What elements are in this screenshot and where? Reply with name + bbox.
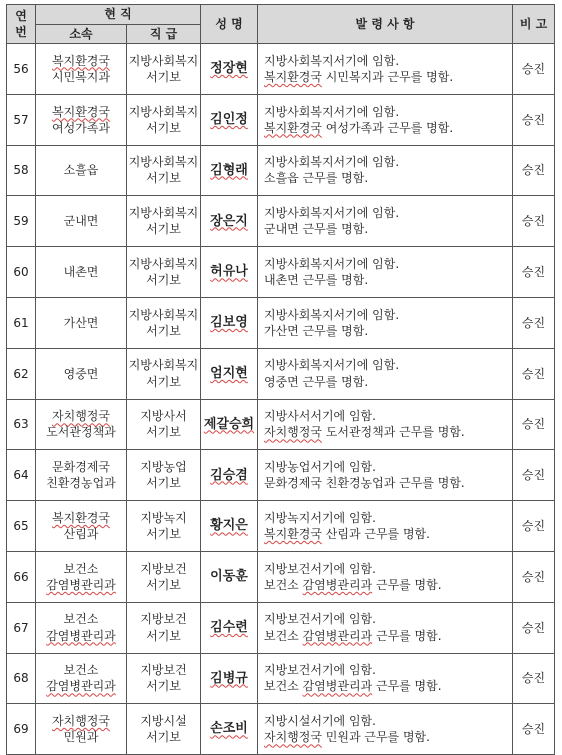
order-line: 자치행정국 도서관정책과 근무를 명함. bbox=[264, 425, 465, 440]
grade-line: 지방농업 bbox=[140, 460, 187, 475]
department-cell bbox=[36, 145, 127, 196]
department-cell bbox=[36, 44, 127, 95]
order-line: 지방사회복지서기에 임함. bbox=[264, 53, 400, 68]
table-row bbox=[7, 399, 555, 450]
row-number: 58 bbox=[7, 145, 36, 196]
grade-cell bbox=[127, 196, 201, 247]
row-number: 56 bbox=[7, 44, 36, 95]
grade-line: 서기보 bbox=[146, 69, 181, 84]
table-row bbox=[7, 348, 555, 399]
grade-cell bbox=[127, 44, 201, 95]
person-name-text: 김인정 bbox=[210, 111, 248, 127]
order-line: 문화경제국 친환경농업과 근무를 명함. bbox=[264, 476, 465, 491]
grade-line: 지방사회복지 bbox=[128, 206, 199, 221]
order-cell bbox=[258, 348, 513, 399]
department-cell bbox=[36, 551, 127, 602]
remark-cell: 승진 bbox=[513, 704, 555, 755]
table-row bbox=[7, 196, 555, 247]
order-line: 지방사회복지서기에 임함. bbox=[264, 155, 400, 170]
table-row bbox=[7, 501, 555, 552]
person-name bbox=[201, 348, 258, 399]
person-name-text: 정장현 bbox=[210, 61, 248, 77]
order-line: 지방보건서기에 임함. bbox=[264, 561, 376, 576]
department-line: 산림과 bbox=[63, 527, 99, 542]
table-row bbox=[7, 704, 555, 755]
order-line: 가산면 근무를 명함. bbox=[264, 323, 369, 338]
header-department: 소속 bbox=[36, 25, 127, 44]
grade-line: 서기보 bbox=[146, 171, 181, 186]
row-number: 66 bbox=[7, 551, 36, 602]
header-number-line-1: 연 bbox=[15, 8, 27, 23]
row-number: 69 bbox=[7, 704, 36, 755]
person-name-text: 김수련 bbox=[210, 619, 248, 635]
row-number: 59 bbox=[7, 196, 36, 247]
row-number: 61 bbox=[7, 297, 36, 348]
person-name-text: 황지은 bbox=[210, 518, 248, 534]
order-line: 자치행정국 민원과 근무를 명함. bbox=[264, 730, 430, 745]
person-name-text: 허유나 bbox=[210, 264, 248, 280]
department-cell bbox=[36, 450, 127, 501]
order-cell bbox=[258, 94, 513, 145]
header-current-position: 현 직 bbox=[36, 5, 201, 25]
person-name bbox=[201, 44, 258, 95]
remark-cell: 승진 bbox=[513, 196, 555, 247]
person-name-text: 손조비 bbox=[210, 721, 248, 737]
remark-cell: 승진 bbox=[513, 602, 555, 653]
department-line: 자치행정국 bbox=[52, 409, 110, 424]
order-line: 보건소 감염병관리과 근무를 명함. bbox=[264, 679, 442, 694]
person-name bbox=[201, 145, 258, 196]
person-name bbox=[201, 94, 258, 145]
order-line: 보건소 감염병관리과 근무를 명함. bbox=[264, 628, 442, 643]
order-line: 지방사회복지서기에 임함. bbox=[264, 307, 400, 322]
order-line: 지방농업서기에 임함. bbox=[264, 460, 376, 475]
order-line: 내촌면 근무를 명함. bbox=[264, 273, 369, 288]
person-name bbox=[201, 196, 258, 247]
order-cell bbox=[258, 399, 513, 450]
order-cell bbox=[258, 196, 513, 247]
remark-cell: 승진 bbox=[513, 399, 555, 450]
table-row bbox=[7, 653, 555, 704]
table-row bbox=[7, 145, 555, 196]
department-cell bbox=[36, 704, 127, 755]
department-line: 시민복지과 bbox=[52, 69, 110, 84]
order-cell bbox=[258, 602, 513, 653]
grade-cell bbox=[127, 94, 201, 145]
order-line: 지방사회복지서기에 임함. bbox=[264, 104, 400, 119]
department-line: 보건소 bbox=[63, 663, 99, 678]
grade-line: 서기보 bbox=[146, 323, 181, 338]
grade-line: 지방사회복지 bbox=[128, 358, 199, 373]
department-line: 복지환경국 bbox=[52, 510, 110, 525]
department-cell bbox=[36, 602, 127, 653]
order-line: 지방녹지서기에 임함. bbox=[264, 510, 376, 525]
department-cell bbox=[36, 94, 127, 145]
header-number bbox=[7, 5, 36, 44]
department-line: 감염병관리과 bbox=[46, 679, 116, 694]
grade-cell bbox=[127, 450, 201, 501]
table-row bbox=[7, 94, 555, 145]
department-cell bbox=[36, 501, 127, 552]
grade-line: 지방사회복지 bbox=[128, 256, 199, 271]
order-cell bbox=[258, 551, 513, 602]
order-line: 복지환경국 시민복지과 근무를 명함. bbox=[264, 69, 454, 84]
department-line: 보건소 bbox=[63, 561, 99, 576]
grade-cell bbox=[127, 501, 201, 552]
department-line: 복지환경국 bbox=[52, 104, 110, 119]
person-name-text: 제갈승희 bbox=[203, 416, 255, 432]
table-row bbox=[7, 450, 555, 501]
table-row bbox=[7, 297, 555, 348]
department-line: 소흘읍 bbox=[63, 163, 99, 178]
remark-cell: 승진 bbox=[513, 501, 555, 552]
grade-line: 지방사회복지 bbox=[128, 307, 199, 322]
grade-line: 지방시설 bbox=[140, 714, 187, 729]
order-line: 지방보건서기에 임함. bbox=[264, 663, 376, 678]
grade-line: 지방보건 bbox=[140, 561, 187, 576]
order-line: 영중면 근무를 명함. bbox=[264, 374, 369, 389]
order-line: 지방사회복지서기에 임함. bbox=[264, 206, 400, 221]
order-cell bbox=[258, 501, 513, 552]
department-line: 감염병관리과 bbox=[46, 577, 116, 592]
remark-cell: 승진 bbox=[513, 297, 555, 348]
row-number: 68 bbox=[7, 653, 36, 704]
remark-cell: 승진 bbox=[513, 348, 555, 399]
table-row bbox=[7, 602, 555, 653]
person-name-text: 김형래 bbox=[210, 162, 248, 178]
header-name: 성 명 bbox=[201, 5, 258, 44]
order-line: 지방사회복지서기에 임함. bbox=[264, 256, 400, 271]
grade-line: 지방사회복지 bbox=[128, 53, 199, 68]
order-line: 보건소 감염병관리과 근무를 명함. bbox=[264, 577, 442, 592]
order-cell bbox=[258, 653, 513, 704]
person-name bbox=[201, 297, 258, 348]
remark-cell: 승진 bbox=[513, 247, 555, 298]
department-line: 민원과 bbox=[63, 730, 99, 745]
order-line: 지방사회복지서기에 임함. bbox=[264, 358, 400, 373]
grade-line: 지방보건 bbox=[140, 663, 187, 678]
person-name bbox=[201, 399, 258, 450]
remark-cell: 승진 bbox=[513, 653, 555, 704]
department-line: 보건소 bbox=[63, 612, 99, 627]
order-cell bbox=[258, 450, 513, 501]
remark-cell: 승진 bbox=[513, 551, 555, 602]
order-line: 복지환경국 산림과 근무를 명함. bbox=[264, 527, 430, 542]
person-name-text: 김보영 bbox=[210, 315, 248, 331]
person-name bbox=[201, 551, 258, 602]
order-cell bbox=[258, 44, 513, 95]
row-number: 57 bbox=[7, 94, 36, 145]
header-number-line-2: 번 bbox=[15, 25, 27, 39]
grade-line: 지방사서 bbox=[140, 409, 187, 424]
grade-line: 지방보건 bbox=[140, 612, 187, 627]
grade-line: 서기보 bbox=[146, 374, 181, 389]
department-line: 군내면 bbox=[63, 214, 99, 229]
grade-cell bbox=[127, 247, 201, 298]
department-cell bbox=[36, 247, 127, 298]
remark-cell: 승진 bbox=[513, 145, 555, 196]
grade-cell bbox=[127, 145, 201, 196]
grade-cell bbox=[127, 551, 201, 602]
person-name bbox=[201, 247, 258, 298]
department-line: 가산면 bbox=[63, 315, 99, 330]
order-line: 지방사서서기에 임함. bbox=[264, 409, 376, 424]
personnel-order-table bbox=[6, 4, 555, 755]
order-line: 군내면 근무를 명함. bbox=[264, 222, 369, 237]
header-order: 발 령 사 항 bbox=[258, 5, 513, 44]
person-name bbox=[201, 602, 258, 653]
grade-cell bbox=[127, 653, 201, 704]
row-number: 62 bbox=[7, 348, 36, 399]
table-row bbox=[7, 44, 555, 95]
department-line: 영중면 bbox=[63, 366, 99, 381]
department-line: 도서관정책과 bbox=[46, 425, 116, 440]
row-number: 64 bbox=[7, 450, 36, 501]
department-line: 복지환경국 bbox=[52, 53, 110, 68]
grade-line: 서기보 bbox=[146, 679, 181, 694]
remark-cell: 승진 bbox=[513, 94, 555, 145]
department-line: 내촌면 bbox=[63, 264, 99, 279]
row-number: 63 bbox=[7, 399, 36, 450]
order-line: 소흘읍 근무를 명함. bbox=[264, 171, 369, 186]
order-line: 지방시설서기에 임함. bbox=[264, 714, 376, 729]
person-name-text: 이동훈 bbox=[210, 569, 248, 585]
department-cell bbox=[36, 297, 127, 348]
table-header bbox=[7, 5, 555, 44]
table-row bbox=[7, 247, 555, 298]
order-line: 복지환경국 여성가족과 근무를 명함. bbox=[264, 120, 454, 135]
table-body bbox=[7, 44, 555, 755]
person-name bbox=[201, 501, 258, 552]
grade-cell bbox=[127, 348, 201, 399]
header-remark: 비 고 bbox=[513, 5, 555, 44]
grade-cell bbox=[127, 602, 201, 653]
grade-line: 서기보 bbox=[146, 628, 181, 643]
person-name-text: 장은지 bbox=[210, 213, 248, 229]
grade-cell bbox=[127, 399, 201, 450]
person-name bbox=[201, 450, 258, 501]
department-cell bbox=[36, 348, 127, 399]
department-line: 여성가족과 bbox=[52, 120, 110, 135]
grade-line: 서기보 bbox=[146, 577, 181, 592]
row-number: 67 bbox=[7, 602, 36, 653]
grade-line: 서기보 bbox=[146, 120, 181, 135]
person-name-text: 김병규 bbox=[210, 670, 248, 686]
department-line: 문화경제국 bbox=[52, 460, 110, 475]
order-cell bbox=[258, 297, 513, 348]
grade-line: 서기보 bbox=[146, 273, 181, 288]
remark-cell: 승진 bbox=[513, 450, 555, 501]
grade-line: 서기보 bbox=[146, 425, 181, 440]
grade-line: 지방사회복지 bbox=[128, 155, 199, 170]
row-number: 60 bbox=[7, 247, 36, 298]
order-line: 지방보건서기에 임함. bbox=[264, 612, 376, 627]
person-name bbox=[201, 704, 258, 755]
department-cell bbox=[36, 399, 127, 450]
grade-line: 서기보 bbox=[146, 527, 181, 542]
grade-cell bbox=[127, 297, 201, 348]
department-line: 친환경농업과 bbox=[46, 476, 116, 491]
order-cell bbox=[258, 247, 513, 298]
department-line: 자치행정국 bbox=[52, 714, 110, 729]
order-cell bbox=[258, 704, 513, 755]
grade-line: 서기보 bbox=[146, 730, 181, 745]
header-grade: 직 급 bbox=[127, 25, 201, 44]
grade-line: 서기보 bbox=[146, 222, 181, 237]
department-line: 감염병관리과 bbox=[46, 628, 116, 643]
person-name bbox=[201, 653, 258, 704]
grade-line: 지방사회복지 bbox=[128, 104, 199, 119]
grade-cell bbox=[127, 704, 201, 755]
person-name-text: 엄지현 bbox=[210, 365, 248, 381]
person-name-text: 김승겸 bbox=[210, 467, 248, 483]
grade-line: 서기보 bbox=[146, 476, 181, 491]
department-cell bbox=[36, 653, 127, 704]
grade-line: 지방녹지 bbox=[140, 510, 187, 525]
row-number: 65 bbox=[7, 501, 36, 552]
department-cell bbox=[36, 196, 127, 247]
remark-cell: 승진 bbox=[513, 44, 555, 95]
table-row bbox=[7, 551, 555, 602]
order-cell bbox=[258, 145, 513, 196]
